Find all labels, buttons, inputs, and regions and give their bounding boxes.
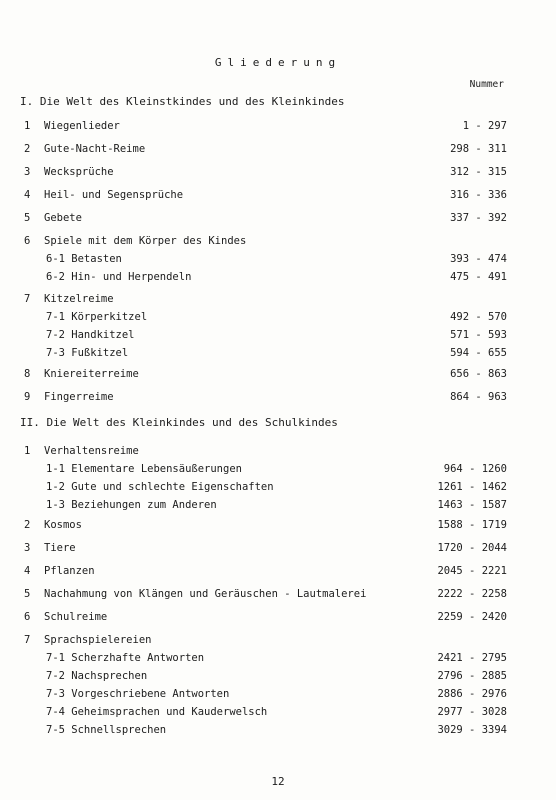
entry-range: 2222 - 2258: [437, 588, 507, 600]
toc-entry: [0, 609, 556, 625]
toc-subentry: [0, 251, 556, 267]
toc-entry: [0, 443, 556, 459]
subentry-range: 2886 - 2976: [437, 688, 507, 700]
subentry-range: 1463 - 1587: [437, 499, 507, 511]
entry-label: Kitzelreime: [44, 293, 114, 305]
entry-range: 2259 - 2420: [437, 611, 507, 623]
subentry-label: 7-4 Geheimsprachen und Kauderwelsch: [46, 706, 268, 718]
entry-label: Fingerreime: [44, 391, 114, 403]
subentry-label: 7-1 Scherzhafte Antworten: [46, 652, 205, 664]
toc-subentry: [0, 497, 556, 513]
subentry-range: 594 - 655: [450, 347, 507, 359]
entry-number: 5: [24, 212, 31, 224]
entry-range: 312 - 315: [450, 166, 507, 178]
subentry-label: 1-3 Beziehungen zum Anderen: [46, 499, 217, 511]
entry-label: Gute-Nacht-Reime: [44, 143, 146, 155]
entry-number: 6: [24, 611, 31, 623]
subentry-range: 475 - 491: [450, 271, 507, 283]
entry-range: 1 - 297: [462, 120, 507, 132]
toc-entry: [0, 389, 556, 405]
subentry-label: 7-2 Nachsprechen: [46, 670, 148, 682]
entry-number: 8: [24, 368, 31, 380]
subentry-label: 6-1 Betasten: [46, 253, 122, 265]
toc-subentry: [0, 722, 556, 738]
entry-range: 298 - 311: [450, 143, 507, 155]
toc-subentry: [0, 479, 556, 495]
page-title: Gliederung: [214, 56, 342, 69]
toc-subentry: [0, 704, 556, 720]
subentry-range: 2421 - 2795: [437, 652, 507, 664]
entry-range: 864 - 963: [450, 391, 507, 403]
entry-range: 337 - 392: [450, 212, 507, 224]
toc-entry: [0, 164, 556, 180]
toc-entry: [0, 366, 556, 382]
toc-subentry: [0, 668, 556, 684]
subentry-label: 7-1 Körperkitzel: [46, 311, 148, 323]
entry-label: Spiele mit dem Körper des Kindes: [44, 235, 247, 247]
entry-number: 4: [24, 565, 31, 577]
column-header: Nummer: [469, 79, 504, 90]
entry-range: 1720 - 2044: [437, 542, 507, 554]
toc-entry: [0, 517, 556, 533]
entry-number: 3: [24, 542, 31, 554]
entry-number: 1: [24, 445, 31, 457]
subentry-label: 1-1 Elementare Lebensäußerungen: [46, 463, 242, 475]
entry-number: 1: [24, 120, 31, 132]
subentry-range: 2796 - 2885: [437, 670, 507, 682]
subentry-label: 1-2 Gute und schlechte Eigenschaften: [46, 481, 274, 493]
toc-entry: [0, 586, 556, 602]
entry-number: 2: [24, 519, 31, 531]
toc-subentry: [0, 461, 556, 477]
toc-entry: [0, 210, 556, 226]
entry-number: 4: [24, 189, 31, 201]
entry-number: 2: [24, 143, 31, 155]
entry-label: Schulreime: [44, 611, 108, 623]
subentry-range: 3029 - 3394: [437, 724, 507, 736]
entry-range: 656 - 863: [450, 368, 507, 380]
page-number: 12: [271, 775, 285, 788]
toc-entry: [0, 563, 556, 579]
entry-label: Wecksprüche: [44, 166, 114, 178]
entry-label: Nachahmung von Klängen und Geräuschen - Lautmalerei: [44, 588, 367, 600]
toc-subentry: [0, 686, 556, 702]
entry-range: 1588 - 1719: [437, 519, 507, 531]
toc-entry: [0, 540, 556, 556]
entry-number: 9: [24, 391, 31, 403]
subentry-label: 7-3 Vorgeschriebene Antworten: [46, 688, 230, 700]
section-heading: II. Die Welt des Kleinkindes und des Schulkindes: [20, 416, 338, 429]
entry-range: 316 - 336: [450, 189, 507, 201]
toc-entry: [0, 291, 556, 307]
subentry-range: 1261 - 1462: [437, 481, 507, 493]
entry-label: Pflanzen: [44, 565, 95, 577]
toc-subentry: [0, 309, 556, 325]
toc-entry: [0, 187, 556, 203]
toc-subentry: [0, 345, 556, 361]
subentry-range: 964 - 1260: [443, 463, 507, 475]
subentry-range: 2977 - 3028: [437, 706, 507, 718]
entry-range: 2045 - 2221: [437, 565, 507, 577]
entry-number: 3: [24, 166, 31, 178]
toc-subentry: [0, 269, 556, 285]
subentry-label: 7-5 Schnellsprechen: [46, 724, 167, 736]
section-heading: I. Die Welt des Kleinstkindes und des Kleinkindes: [20, 95, 345, 108]
subentry-range: 571 - 593: [450, 329, 507, 341]
toc-subentry: [0, 327, 556, 343]
toc-entry: [0, 632, 556, 648]
toc-entry: [0, 233, 556, 249]
entry-label: Kosmos: [44, 519, 82, 531]
entry-label: Kniereiterreime: [44, 368, 139, 380]
entry-number: 7: [24, 634, 31, 646]
entry-number: 5: [24, 588, 31, 600]
entry-label: Sprachspielereien: [44, 634, 152, 646]
entry-label: Verhaltensreime: [44, 445, 139, 457]
toc-entry: [0, 141, 556, 157]
subentry-label: 7-2 Handkitzel: [46, 329, 135, 341]
toc-entry: [0, 118, 556, 134]
entry-label: Gebete: [44, 212, 82, 224]
entry-number: 6: [24, 235, 31, 247]
entry-label: Wiegenlieder: [44, 120, 120, 132]
subentry-range: 492 - 570: [450, 311, 507, 323]
entry-label: Tiere: [44, 542, 76, 554]
subentry-range: 393 - 474: [450, 253, 507, 265]
entry-label: Heil- und Segensprüche: [44, 189, 184, 201]
toc-subentry: [0, 650, 556, 666]
subentry-label: 7-3 Fußkitzel: [46, 347, 129, 359]
subentry-label: 6-2 Hin- und Herpendeln: [46, 271, 192, 283]
entry-number: 7: [24, 293, 31, 305]
